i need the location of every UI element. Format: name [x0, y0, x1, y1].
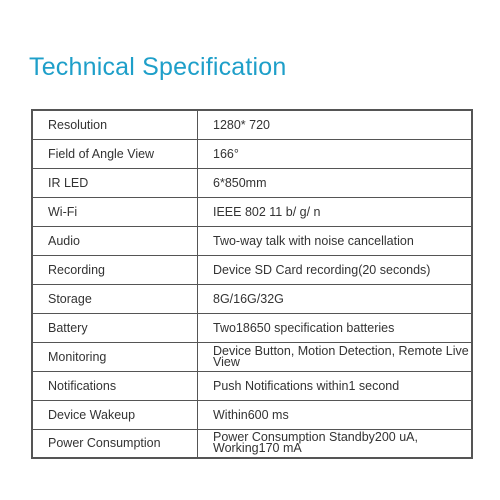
table-row: [32, 197, 472, 226]
spec-value: 8G/16G/32G: [198, 284, 473, 313]
spec-value: Push Notifications within1 second: [198, 371, 473, 400]
spec-value: Device Button, Motion Detection, Remote Live View: [213, 343, 469, 369]
table-row: [32, 226, 472, 255]
page-title: Technical Specification: [29, 53, 287, 81]
table-row: [32, 110, 472, 139]
spec-label: Wi-Fi: [32, 197, 198, 226]
spec-label: Device Wakeup: [32, 400, 198, 429]
spec-label: Field of Angle View: [32, 139, 198, 168]
table-row: [32, 313, 472, 342]
table-row: [32, 429, 472, 458]
table-row: [32, 139, 472, 168]
spec-value: 1280* 720: [198, 110, 473, 139]
spec-value: 166°: [198, 139, 473, 168]
table-row: [32, 342, 472, 371]
spec-value: Two18650 specification batteries: [198, 313, 473, 342]
spec-value: 6*850mm: [198, 168, 473, 197]
spec-label: Resolution: [32, 110, 198, 139]
spec-label: Recording: [32, 255, 198, 284]
table-row: [32, 255, 472, 284]
spec-value: Two-way talk with noise cancellation: [198, 226, 473, 255]
spec-label: Audio: [32, 226, 198, 255]
table-row: [32, 284, 472, 313]
spec-value: Power Consumption Standby200 uA, Working170 mA: [213, 430, 418, 456]
table-row: [32, 168, 472, 197]
spec-label: Notifications: [32, 371, 198, 400]
spec-label: Monitoring: [32, 342, 198, 371]
spec-label: Storage: [32, 284, 198, 313]
spec-table: [31, 109, 473, 459]
spec-value: Device SD Card recording(20 seconds): [198, 255, 473, 284]
spec-value: IEEE 802 11 b/ g/ n: [198, 197, 473, 226]
spec-value: Within600 ms: [198, 400, 473, 429]
spec-label: Battery: [32, 313, 198, 342]
spec-label: IR LED: [32, 168, 198, 197]
table-row: [32, 400, 472, 429]
spec-label: Power Consumption: [32, 429, 198, 458]
table-row: [32, 371, 472, 400]
